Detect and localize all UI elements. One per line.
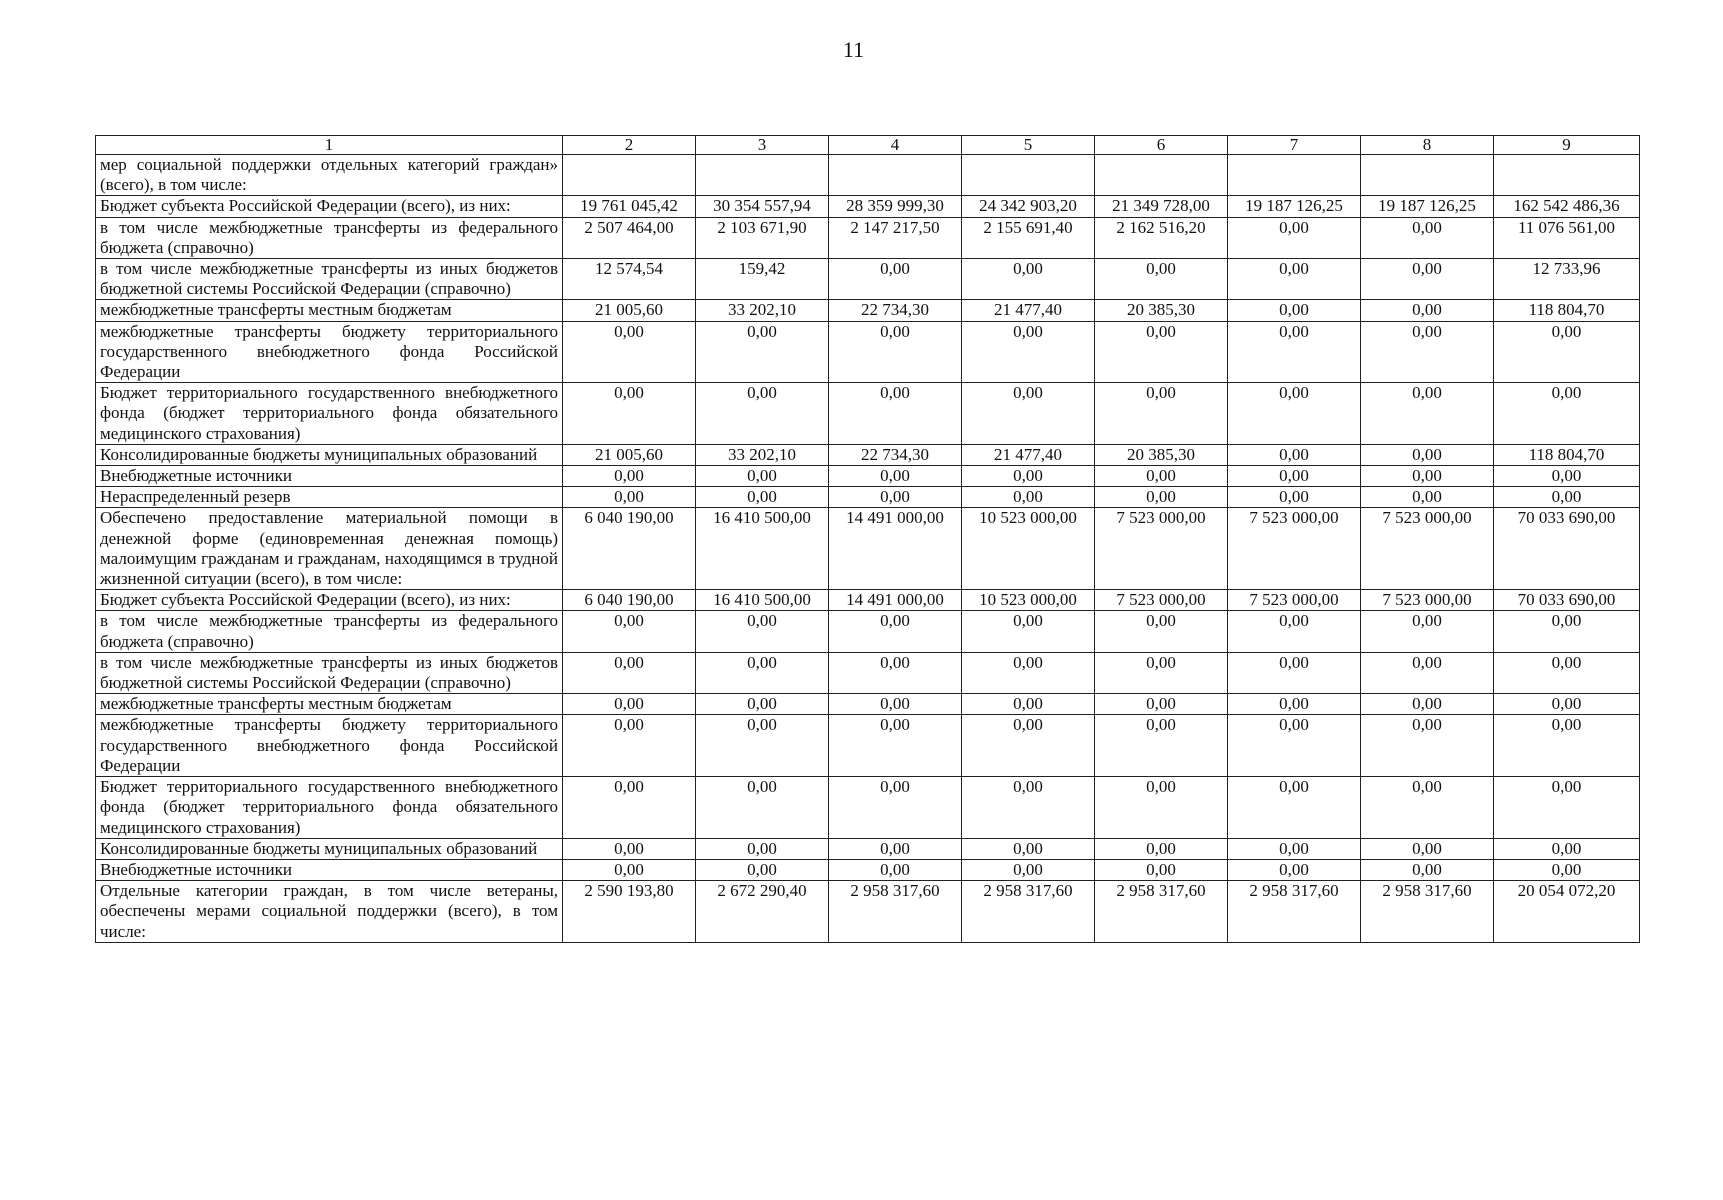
value-cell: 0,00 [563,694,696,715]
row-label: в том числе межбюджетные трансферты из иных бюджетов бюджетной системы Российской Федерации (справочно) [96,259,563,300]
table-row [96,466,1640,487]
value-cell: 0,00 [1095,652,1228,693]
value-cell [1228,155,1361,196]
table-row [96,444,1640,465]
value-cell: 7 523 000,00 [1361,590,1494,611]
row-label: Консолидированные бюджеты муниципальных образований [96,444,563,465]
value-cell: 162 542 486,36 [1494,196,1640,217]
value-cell: 12 733,96 [1494,259,1640,300]
value-cell: 0,00 [1494,487,1640,508]
value-cell: 0,00 [1095,694,1228,715]
value-cell: 0,00 [1494,694,1640,715]
table-row [96,859,1640,880]
value-cell: 0,00 [1361,652,1494,693]
value-cell: 0,00 [1228,444,1361,465]
value-cell: 21 005,60 [563,444,696,465]
value-cell: 0,00 [829,466,962,487]
table-row [96,217,1640,258]
value-cell: 0,00 [829,838,962,859]
row-label: Бюджет субъекта Российской Федерации (всего), из них: [96,590,563,611]
row-label: Обеспечено предоставление материальной помощи в денежной форме (единовременная денежная помощь) малоимущим гражданам и гражданам, находящимся в трудной жизненной ситуации (всего), в том числе: [96,508,563,590]
row-label: Бюджет территориального государственного внебюджетного фонда (бюджет территориального фонда обязательного медицинского страхования) [96,383,563,445]
value-cell: 0,00 [563,652,696,693]
column-number: 4 [829,136,962,155]
row-label: Внебюджетные источники [96,859,563,880]
value-cell: 7 523 000,00 [1228,590,1361,611]
table-row [96,777,1640,839]
value-cell: 0,00 [563,715,696,777]
value-cell: 0,00 [1361,611,1494,652]
value-cell: 0,00 [829,383,962,445]
value-cell: 0,00 [829,694,962,715]
row-label: Бюджет субъекта Российской Федерации (всего), из них: [96,196,563,217]
value-cell: 0,00 [1361,694,1494,715]
value-cell: 0,00 [696,777,829,839]
value-cell: 14 491 000,00 [829,508,962,590]
value-cell: 0,00 [962,694,1095,715]
value-cell: 16 410 500,00 [696,508,829,590]
value-cell: 0,00 [1361,838,1494,859]
value-cell: 21 349 728,00 [1095,196,1228,217]
value-cell: 2 162 516,20 [1095,217,1228,258]
value-cell: 10 523 000,00 [962,590,1095,611]
column-number: 1 [96,136,563,155]
value-cell: 0,00 [1494,611,1640,652]
value-cell: 2 958 317,60 [1361,881,1494,943]
value-cell: 0,00 [829,652,962,693]
column-number: 7 [1228,136,1361,155]
value-cell: 2 958 317,60 [829,881,962,943]
value-cell: 0,00 [1095,777,1228,839]
column-number: 8 [1361,136,1494,155]
value-cell: 0,00 [962,259,1095,300]
value-cell: 21 477,40 [962,444,1095,465]
value-cell: 0,00 [696,611,829,652]
value-cell: 0,00 [696,838,829,859]
value-cell: 0,00 [962,383,1095,445]
value-cell: 0,00 [1361,300,1494,321]
budget-table [95,135,1640,943]
table-row [96,611,1640,652]
table-row [96,652,1640,693]
value-cell: 0,00 [962,838,1095,859]
table-row [96,508,1640,590]
table-row [96,155,1640,196]
row-label: межбюджетные трансферты бюджету территориального государственного внебюджетного фонда Российской Федерации [96,321,563,383]
value-cell: 0,00 [1228,611,1361,652]
value-cell: 0,00 [1095,487,1228,508]
value-cell: 70 033 690,00 [1494,590,1640,611]
table-row [96,487,1640,508]
value-cell: 20 385,30 [1095,444,1228,465]
value-cell: 0,00 [829,487,962,508]
value-cell: 0,00 [1228,217,1361,258]
row-label: межбюджетные трансферты бюджету территориального государственного внебюджетного фонда Российской Федерации [96,715,563,777]
row-label: Консолидированные бюджеты муниципальных образований [96,838,563,859]
value-cell: 0,00 [1361,259,1494,300]
table-row [96,590,1640,611]
value-cell: 0,00 [696,321,829,383]
value-cell: 70 033 690,00 [1494,508,1640,590]
value-cell: 2 672 290,40 [696,881,829,943]
value-cell: 0,00 [696,383,829,445]
value-cell: 0,00 [1494,321,1640,383]
row-label: мер социальной поддержки отдельных категорий граждан» (всего), в том числе: [96,155,563,196]
value-cell: 7 523 000,00 [1361,508,1494,590]
value-cell: 0,00 [1228,487,1361,508]
value-cell: 2 155 691,40 [962,217,1095,258]
value-cell: 7 523 000,00 [1095,590,1228,611]
column-number: 3 [696,136,829,155]
row-label: Бюджет территориального государственного внебюджетного фонда (бюджет территориального фонда обязательного медицинского страхования) [96,777,563,839]
value-cell: 24 342 903,20 [962,196,1095,217]
table-row [96,321,1640,383]
value-cell: 0,00 [1494,859,1640,880]
value-cell: 0,00 [1361,859,1494,880]
value-cell: 0,00 [563,777,696,839]
value-cell: 0,00 [1228,694,1361,715]
value-cell: 19 187 126,25 [1228,196,1361,217]
value-cell: 0,00 [829,715,962,777]
value-cell: 0,00 [1228,777,1361,839]
value-cell: 0,00 [962,777,1095,839]
value-cell: 118 804,70 [1494,444,1640,465]
value-cell: 0,00 [1095,259,1228,300]
value-cell: 0,00 [563,383,696,445]
value-cell: 0,00 [563,611,696,652]
value-cell: 0,00 [1494,466,1640,487]
value-cell: 12 574,54 [563,259,696,300]
value-cell: 33 202,10 [696,444,829,465]
value-cell: 159,42 [696,259,829,300]
value-cell [563,155,696,196]
value-cell: 0,00 [563,487,696,508]
value-cell: 0,00 [1228,838,1361,859]
value-cell: 0,00 [1228,715,1361,777]
value-cell: 0,00 [696,859,829,880]
value-cell [1494,155,1640,196]
value-cell [696,155,829,196]
value-cell: 0,00 [1361,715,1494,777]
value-cell: 2 147 217,50 [829,217,962,258]
value-cell [1095,155,1228,196]
value-cell: 22 734,30 [829,444,962,465]
value-cell: 2 507 464,00 [563,217,696,258]
value-cell: 20 385,30 [1095,300,1228,321]
value-cell: 0,00 [1361,466,1494,487]
value-cell: 2 590 193,80 [563,881,696,943]
value-cell: 0,00 [563,838,696,859]
value-cell: 0,00 [1228,652,1361,693]
value-cell: 0,00 [696,652,829,693]
value-cell: 0,00 [1228,259,1361,300]
value-cell: 0,00 [829,777,962,839]
value-cell: 0,00 [962,487,1095,508]
value-cell: 0,00 [696,466,829,487]
table-row [96,694,1640,715]
value-cell: 20 054 072,20 [1494,881,1640,943]
value-cell: 0,00 [962,715,1095,777]
value-cell: 2 958 317,60 [1095,881,1228,943]
value-cell: 0,00 [696,694,829,715]
table-row [96,259,1640,300]
value-cell: 0,00 [1095,715,1228,777]
value-cell: 0,00 [1095,466,1228,487]
row-label: в том числе межбюджетные трансферты из федерального бюджета (справочно) [96,611,563,652]
value-cell: 0,00 [1494,777,1640,839]
value-cell: 0,00 [1361,383,1494,445]
row-label: Отдельные категории граждан, в том числе ветераны, обеспечены мерами социальной поддержки (всего), в том числе: [96,881,563,943]
value-cell: 28 359 999,30 [829,196,962,217]
table-row [96,838,1640,859]
value-cell: 0,00 [962,859,1095,880]
page-number: 11 [842,37,865,62]
value-cell: 0,00 [1095,838,1228,859]
value-cell: 0,00 [563,321,696,383]
value-cell: 11 076 561,00 [1494,217,1640,258]
value-cell: 0,00 [1095,859,1228,880]
value-cell: 21 477,40 [962,300,1095,321]
value-cell: 0,00 [962,321,1095,383]
row-label: межбюджетные трансферты местным бюджетам [96,300,563,321]
row-label: межбюджетные трансферты местным бюджетам [96,694,563,715]
value-cell: 118 804,70 [1494,300,1640,321]
value-cell: 33 202,10 [696,300,829,321]
value-cell: 0,00 [962,466,1095,487]
value-cell: 7 523 000,00 [1095,508,1228,590]
table-row [96,881,1640,943]
value-cell: 6 040 190,00 [563,508,696,590]
value-cell: 0,00 [1228,383,1361,445]
table-row [96,715,1640,777]
value-cell: 0,00 [1494,838,1640,859]
value-cell: 0,00 [1095,611,1228,652]
value-cell: 0,00 [696,487,829,508]
value-cell: 0,00 [563,859,696,880]
value-cell: 0,00 [1361,217,1494,258]
value-cell: 0,00 [563,466,696,487]
row-label: Нераспределенный резерв [96,487,563,508]
value-cell [1361,155,1494,196]
value-cell: 0,00 [1361,444,1494,465]
row-label: в том числе межбюджетные трансферты из федерального бюджета (справочно) [96,217,563,258]
value-cell: 2 103 671,90 [696,217,829,258]
value-cell: 0,00 [1494,715,1640,777]
table-row [96,383,1640,445]
value-cell [962,155,1095,196]
column-number: 5 [962,136,1095,155]
value-cell: 0,00 [1228,859,1361,880]
value-cell: 14 491 000,00 [829,590,962,611]
value-cell: 22 734,30 [829,300,962,321]
value-cell: 2 958 317,60 [962,881,1095,943]
value-cell: 0,00 [1361,321,1494,383]
table-row [96,300,1640,321]
value-cell: 0,00 [1494,652,1640,693]
value-cell: 19 761 045,42 [563,196,696,217]
value-cell: 0,00 [1361,487,1494,508]
value-cell: 2 958 317,60 [1228,881,1361,943]
value-cell: 0,00 [962,611,1095,652]
value-cell: 30 354 557,94 [696,196,829,217]
value-cell: 0,00 [1228,466,1361,487]
value-cell: 0,00 [696,715,829,777]
column-number: 2 [563,136,696,155]
value-cell: 21 005,60 [563,300,696,321]
value-cell: 19 187 126,25 [1361,196,1494,217]
value-cell: 0,00 [1361,777,1494,839]
value-cell: 0,00 [962,652,1095,693]
value-cell: 0,00 [829,611,962,652]
value-cell: 0,00 [1494,383,1640,445]
value-cell: 0,00 [1228,300,1361,321]
table-row [96,196,1640,217]
value-cell: 6 040 190,00 [563,590,696,611]
row-label: в том числе межбюджетные трансферты из иных бюджетов бюджетной системы Российской Федерации (справочно) [96,652,563,693]
value-cell [829,155,962,196]
row-label: Внебюджетные источники [96,466,563,487]
value-cell: 0,00 [829,259,962,300]
value-cell: 7 523 000,00 [1228,508,1361,590]
value-cell: 0,00 [1095,321,1228,383]
value-cell: 0,00 [829,859,962,880]
value-cell: 0,00 [1095,383,1228,445]
value-cell: 10 523 000,00 [962,508,1095,590]
value-cell: 0,00 [829,321,962,383]
value-cell: 0,00 [1228,321,1361,383]
column-number: 9 [1494,136,1640,155]
column-number-row [96,136,1640,155]
value-cell: 16 410 500,00 [696,590,829,611]
column-number: 6 [1095,136,1228,155]
